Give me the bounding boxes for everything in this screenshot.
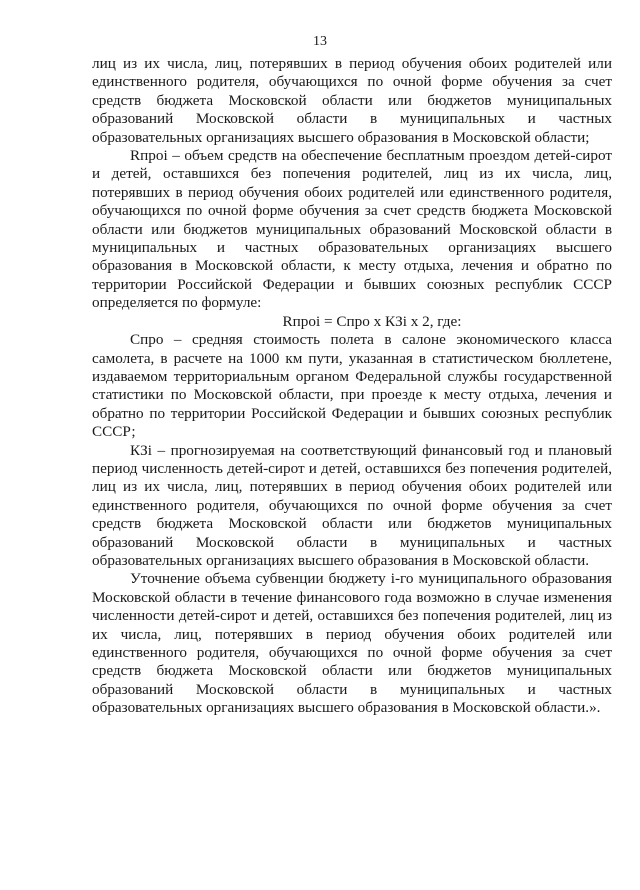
paragraph-spro-definition: Спро – средняя стоимость полета в салоне экономического класса самолета, в расчете на 1000 км пути, указанная в статистическом бюллетене, издаваемом территориальным органом Федеральной службы государственной статистики по Московской области, при проезде к месту отдыха, лечения и обратно по территории Российской Федерации и бывших союзных республик СССР; bbox=[92, 331, 612, 441]
paragraph-kzi-definition: КЗi – прогнозируемая на соответствующий финансовый год и плановый период численность детей-сирот и детей, оставшихся без попечения родителей, лиц из их числа, лиц, потерявших в период обучения обоих родителей или единственного родителя, обучающихся по очной форме обучения за счет средств бюджета Московской области или бюджетов муниципальных образований Московской области в муниципальных и частных образовательных организациях высшего образования в Московской области. bbox=[92, 441, 612, 569]
page-number: 13 bbox=[313, 34, 327, 49]
paragraph-rproi-definition: Rпроi – объем средств на обеспечение бесплатным проездом детей-сирот и детей, оставшихся без попечения родителей, лиц из их числа, лиц, потерявших в период обучения обоих родителей или единственного родителя, обучающихся по очной форме обучения за счет средств бюджета Московской области или бюджетов муниципальных образований Московской области в муниципальных и частных образовательных организациях высшего образования в Московской области, к месту отдыха, лечения и обратно по территории Российской Федерации и бывших союзных республик СССР определяется по формуле: bbox=[92, 147, 612, 312]
formula: Rпроi = Спро x КЗi x 2, где: bbox=[282, 312, 462, 330]
paragraph-subvention-adjustment: Уточнение объема субвенции бюджету i-го муниципального образования Московской области в течение финансового года возможно в случае изменения численности детей-сирот и детей, оставшихся без попечения родителей, лиц из их числа, лиц, потерявших в период обучения обоих родителей или единственного родителя, обучающихся по очной форме обучения за счет средств бюджета Московской области или бюджетов муниципальных образований Московской области в муниципальных и частных образовательных организациях высшего образования в Московской области.». bbox=[92, 570, 612, 717]
paragraph-continuation: лиц из их числа, лиц, потерявших в период обучения обоих родителей или единственного родителя, обучающихся по очной форме обучения за счет средств бюджета Московской области или бюджетов муниципальных образований Московской области в муниципальных и частных образовательных организациях высшего образования в Московской области; bbox=[92, 55, 612, 146]
document-body bbox=[92, 55, 612, 718]
